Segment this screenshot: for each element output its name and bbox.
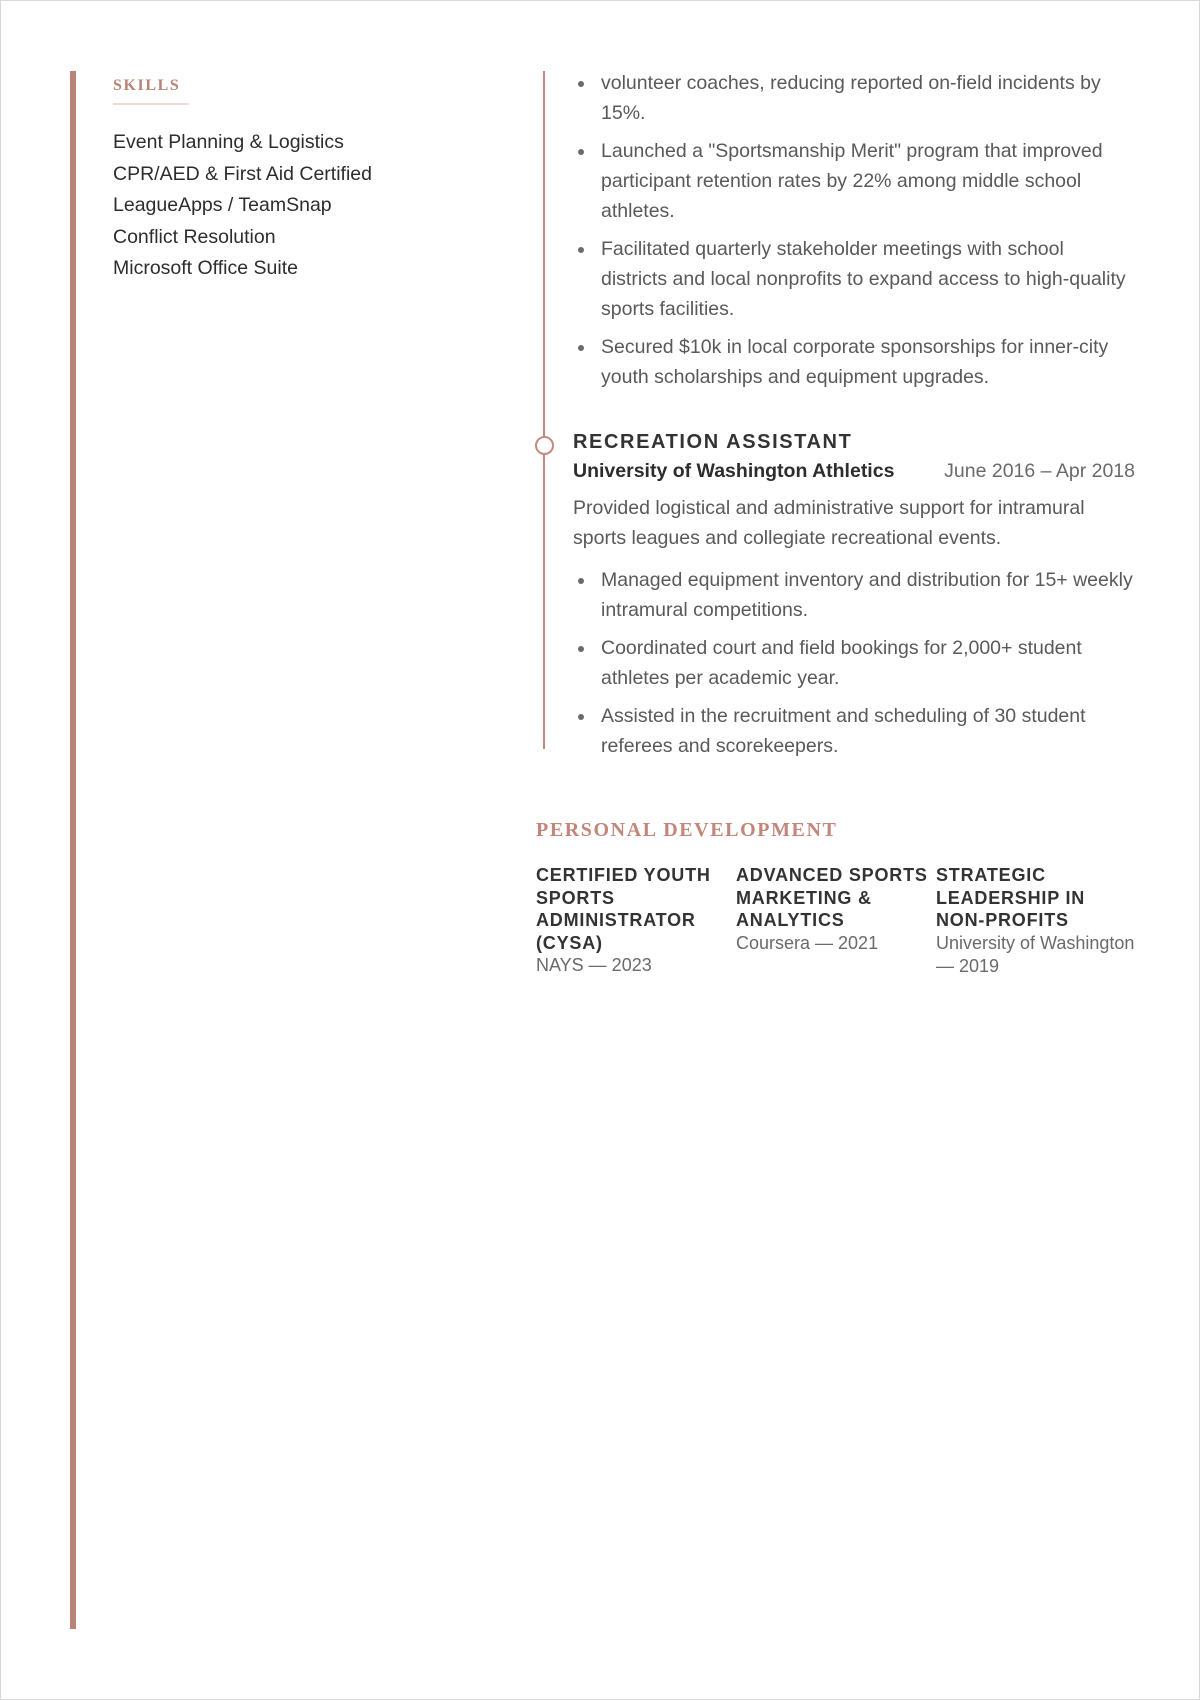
skill-item: CPR/AED & First Aid Certified: [113, 162, 372, 185]
previous-job-continued: [573, 68, 1135, 400]
bullet-item: Assisted in the recruitment and scheduling of 30 student referees and scorekeepers.: [601, 701, 1135, 761]
certification-source: Coursera — 2021: [736, 932, 879, 953]
bullet-item: Facilitated quarterly stakeholder meetings with school districts and local nonprofits to expand access to high-quality sports facilities.: [601, 234, 1135, 324]
job-summary: Provided logistical and administrative support for intramural sports leagues and collegiate recreational events.: [573, 497, 1085, 549]
bullet-item: volunteer coaches, reducing reported on-field incidents by 15%.: [601, 68, 1135, 128]
certification-title: STRATEGIC LEADERSHIP IN NON-PROFITS: [936, 865, 1086, 930]
skill-item: Conflict Resolution: [113, 225, 276, 248]
certification-title: ADVANCED SPORTS MARKETING & ANALYTICS: [736, 865, 928, 930]
certification-item: [936, 864, 1136, 978]
certification-source: University of Washington — 2019: [936, 932, 1135, 976]
job-company: University of Washington Athletics: [573, 460, 895, 482]
skills-list: [113, 127, 443, 285]
certification-item: [736, 864, 936, 978]
skill-item: LeagueApps / TeamSnap: [113, 194, 332, 216]
timeline-marker: [535, 436, 554, 455]
certification-source: NAYS — 2023: [536, 955, 652, 975]
certification-title: CERTIFIED YOUTH SPORTS ADMINISTRATOR (CYSA): [536, 865, 711, 953]
job-meta: [573, 460, 1135, 483]
previous-job-bullets: [573, 68, 1135, 392]
recreation-job-bullets: [573, 565, 1135, 761]
job-dates: June 2016 – Apr 2018: [944, 460, 1135, 482]
skill-item: Event Planning & Logistics: [113, 131, 344, 153]
bullet-item: Managed equipment inventory and distribution for 15+ weekly intramural competitions.: [601, 565, 1135, 625]
skills-section: [113, 77, 443, 285]
job-title: RECREATION ASSISTANT: [573, 431, 853, 453]
certification-item: [536, 864, 736, 978]
personal-development-grid: [536, 864, 1136, 978]
personal-development-heading: PERSONAL DEVELOPMENT: [536, 819, 838, 841]
skills-heading-underline: [113, 103, 189, 105]
skill-item: Microsoft Office Suite: [113, 257, 298, 279]
bullet-item: Secured $10k in local corporate sponsorships for inner-city youth scholarships and equipment upgrades.: [601, 332, 1135, 392]
skills-heading: SKILLS: [113, 77, 181, 94]
bullet-item: Launched a "Sportsmanship Merit" program that improved participant retention rates by 22% among middle school athletes.: [601, 136, 1135, 226]
left-accent-rule: [70, 71, 76, 1629]
experience-timeline-line: [543, 71, 545, 749]
bullet-item: Coordinated court and field bookings for 2,000+ student athletes per academic year.: [601, 633, 1135, 693]
recreation-assistant-job: [573, 431, 1135, 769]
